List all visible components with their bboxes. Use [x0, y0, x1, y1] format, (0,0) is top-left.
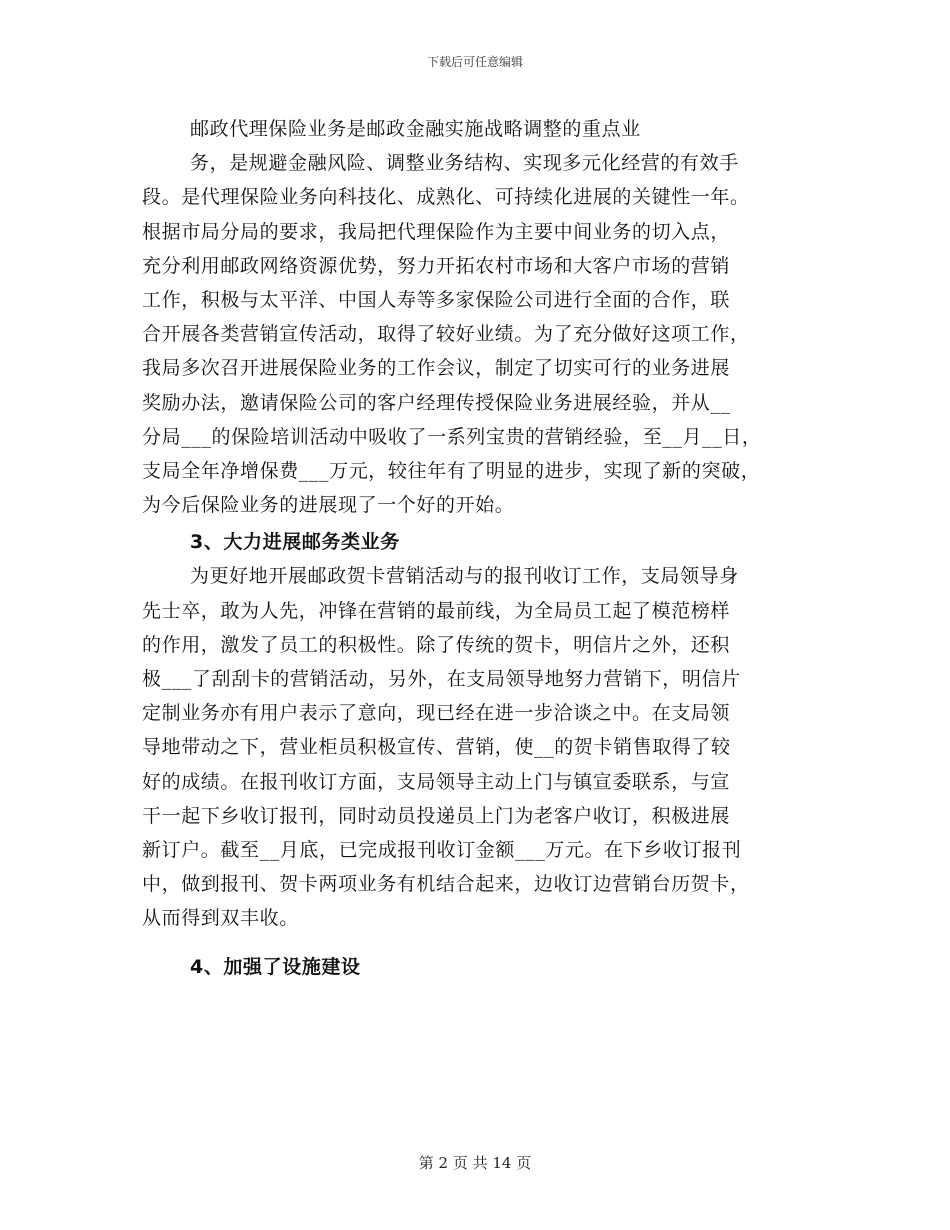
paragraph-postal-services — [142, 559, 822, 935]
paragraph-line: 导地带动之下，营业柜员积极宣传、营销，使__的贺卡销售取得了较 — [142, 736, 731, 759]
paragraph-line: 合开展各类营销宣传活动，取得了较好业绩。为了充分做好这项工作， — [142, 323, 750, 346]
paragraph-line: 奖励办法，邀请保险公司的客户经理传授保险业务进展经验，并从__ — [142, 391, 731, 414]
paragraph-line: 充分利用邮政网络资源优势，努力开拓农村市场和大客户市场的营销 — [142, 254, 731, 277]
paragraph-line: 段。是代理保险业务向科技化、成熟化、可持续化进展的关键性一年。 — [142, 186, 750, 209]
section-heading-4: 4、加强了设施建设 — [190, 955, 361, 978]
paragraph-line: 邮政代理保险业务是邮政金融实施战略调整的重点业 — [190, 118, 641, 140]
paragraph-line: 我局多次召开进展保险业务的工作会议，制定了切实可行的业务进展 — [142, 357, 731, 380]
paragraph-line: 定制业务亦有用户表示了意向，现已经在进一步洽谈之中。在支局领 — [142, 702, 731, 725]
paragraph-line: 干一起下乡收订报刊，同时动员投递员上门为老客户收订，积极进展 — [142, 804, 731, 827]
paragraph-line: 根据市局分局的要求，我局把代理保险作为主要中间业务的切入点， — [142, 220, 731, 243]
paragraph-line: 从而得到双丰收。 — [142, 907, 299, 930]
paragraph-line: 好的成绩。在报刊收订方面，支局领导主动上门与镇宣委联系，与宣 — [142, 770, 731, 793]
paragraph-line: 支局全年净增保费___万元，较往年有了明显的进步，实现了新的突破， — [142, 459, 761, 482]
page-number: 第 2 页 共 14 页 — [418, 1154, 532, 1172]
paragraph-line: 先士卒，敢为人先，冲锋在营销的最前线，为全局员工起了模范榜样 — [142, 599, 731, 622]
paragraph-line: 为更好地开展邮政贺卡营销活动与的报刊收订工作，支局领导身 — [190, 565, 739, 588]
paragraph-line: 工作，积极与太平洋、中国人寿等多家保险公司进行全面的合作，联 — [142, 288, 731, 311]
paragraph-line: 为今后保险业务的进展现了一个好的开始。 — [142, 494, 515, 517]
paragraph-line: 的作用，激发了员工的积极性。除了传统的贺卡，明信片之外，还积 — [142, 633, 731, 656]
paragraph-line: 务，是规避金融风险、调整业务结构、实现多元化经营的有效手 — [190, 152, 739, 175]
paragraph-line: 分局___的保险培训活动中吸收了一系列宝贵的营销经验，至__月__日， — [142, 425, 762, 448]
page-header: 下载后可任意编辑 — [426, 55, 523, 69]
paragraph-line: 新订户。截至__月底，已完成报刊收订金额___万元。在下乡收订报刊 — [142, 838, 742, 861]
paragraph-insurance — [142, 112, 822, 522]
section-heading-3: 3、大力进展邮务类业务 — [190, 531, 400, 554]
paragraph-line: 中，做到报刊、贺卡两项业务有机结合起来，边收订边营销台历贺卡， — [142, 873, 750, 896]
paragraph-line: 极___了刮刮卡的营销活动，另外，在支局领导地努力营销下，明信片 — [142, 668, 741, 690]
document-body — [142, 112, 822, 984]
